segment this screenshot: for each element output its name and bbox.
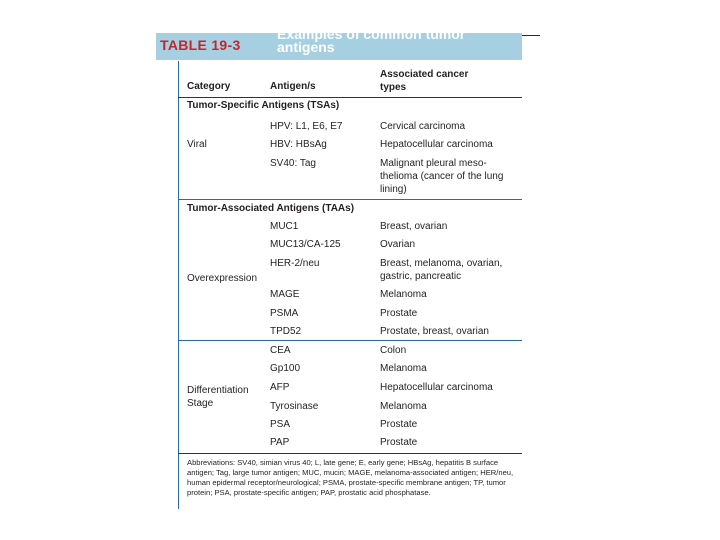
cancer-cell: Hepatocellular carcinoma: [380, 139, 493, 150]
antigen-cell: HER-2/neu: [270, 258, 320, 269]
header-category: Category: [187, 81, 231, 92]
cancer-cell: Ovarian: [380, 239, 416, 250]
cancer-cell: Breast, ovarian: [380, 221, 448, 232]
section-heading-tsa: Tumor-Specific Antigens (TSAs): [187, 100, 340, 111]
section-divider: [178, 199, 522, 200]
cancer-cell: Prostate: [380, 419, 418, 430]
cancer-cell: Melanoma: [380, 289, 427, 300]
table-footnote: Abbreviations: SV40, simian virus 40; L, late gene; E, early gene; HBsAg, hepatitis B surface antigen; Tag, large tumor antigen; MUC, mucin; MAGE, melanoma-associated antigen; HER/neu, human epidermal receptor/neurological; PSMA, prostate-specific membrane antigen; TP, tumor protein; PSA, prostate-specific antigen; PAP, prostatic acid phosphatase.: [187, 458, 514, 497]
cancer-cell: Breast, melanoma, ovarian, gastric, pancreatic: [380, 258, 503, 282]
antigen-cell: CEA: [270, 345, 291, 356]
antigen-cell: PAP: [270, 437, 290, 448]
antigen-cell: HBV: HBsAg: [270, 139, 327, 150]
cancer-cell: Colon: [380, 345, 407, 356]
cancer-cell: Melanoma: [380, 363, 427, 374]
footnote-divider: [178, 453, 522, 454]
cancer-cell: Prostate, breast, ovarian: [380, 326, 489, 337]
cancer-cell: Hepatocellular carcinoma: [380, 382, 493, 393]
cancer-cell: Prostate: [380, 437, 418, 448]
antigen-cell: Tyrosinase: [270, 401, 319, 412]
header-antigens: Antigen/s: [270, 81, 316, 92]
cancer-cell: Prostate: [380, 308, 418, 319]
antigen-cell: PSMA: [270, 308, 299, 319]
antigen-cell: HPV: L1, E6, E7: [270, 121, 343, 132]
antigen-cell: TPD52: [270, 326, 302, 337]
antigen-cell: MAGE: [270, 289, 300, 300]
table-left-rule: [178, 61, 179, 509]
cancer-cell: Melanoma: [380, 401, 427, 412]
antigen-cell: PSA: [270, 419, 291, 430]
antigen-cell: Gp100: [270, 363, 301, 374]
antigen-cell: AFP: [270, 382, 290, 393]
cancer-cell: Cervical carcinoma: [380, 121, 466, 132]
antigen-cell: SV40: Tag: [270, 158, 316, 169]
category-differentiation-stage: Differentiation Stage: [187, 385, 249, 409]
category-overexpression: Overexpression: [187, 273, 258, 284]
table-number-label: TABLE 19-3: [160, 37, 241, 53]
section-heading-taa: Tumor-Associated Antigens (TAAs): [187, 203, 355, 214]
header-cancer-types: Associated cancer types: [380, 69, 469, 93]
group-divider: [178, 340, 522, 341]
antigen-cell: MUC13/CA-125: [270, 239, 341, 250]
header-divider: [178, 97, 522, 98]
antigen-cell: MUC1: [270, 221, 299, 232]
cancer-cell: Malignant pleural meso-thelioma (cancer of the lung lining): [380, 158, 504, 195]
category-viral: Viral: [187, 139, 207, 150]
table-title: Examples of common tumor antigens: [277, 26, 466, 55]
